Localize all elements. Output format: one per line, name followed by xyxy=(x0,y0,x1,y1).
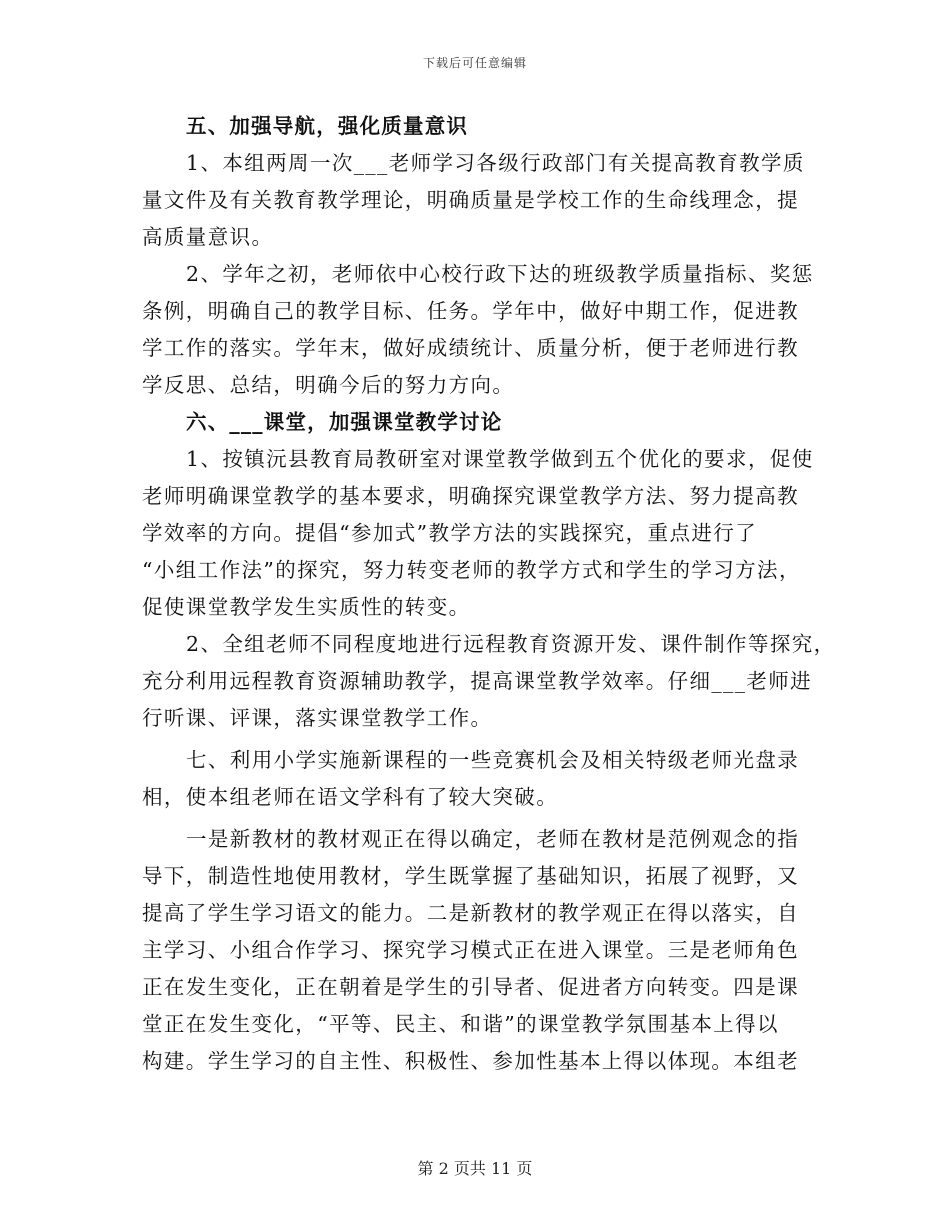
paragraph-line: 一是新教材的教材观正在得以确定，老师在教材是范例观念的指 xyxy=(186,827,800,851)
section-heading: 六、___课堂，加强课堂教学讨论 xyxy=(186,410,503,434)
paragraph-line: 促使课堂教学发生实质性的转变。 xyxy=(142,595,471,619)
section-heading: 五、加强导航，强化质量意识 xyxy=(186,114,469,138)
paragraph-line: 导下，制造性地使用教材，学生既掌握了基础知识，拓展了视野，又 xyxy=(142,864,799,888)
paragraph-line: 学工作的落实。学年末，做好成绩统计、质量分析，便于老师进行教 xyxy=(142,336,799,360)
paragraph-line: 堂正在发生变化，“平等、民主、和谐”的课堂教学氛围基本上得以 xyxy=(142,1012,779,1036)
paragraph-line: 老师明确课堂教学的基本要求，明确探究课堂教学方法、努力提高教 xyxy=(142,484,799,508)
document-body xyxy=(142,108,836,1080)
paragraph-line: 2、全组老师不同程度地进行远程教育资源开发、课件制作等探究， xyxy=(186,632,836,656)
paragraph-line: 提高了学生学习语文的能力。二是新教材的教学观正在得以落实，自 xyxy=(142,901,799,925)
paragraph-line: 行听课、评课，落实课堂教学工作。 xyxy=(142,706,493,730)
paragraph-line: 量文件及有关教育教学理论，明确质量是学校工作的生命线理念，提 xyxy=(142,188,799,212)
page-header: 下载后可任意编辑 xyxy=(422,56,527,70)
paragraph-line: 条例，明确自己的教学目标、任务。学年中，做好中期工作，促进教 xyxy=(142,299,799,323)
paragraph-line: 1、按镇沅县教育局教研室对课堂教学做到五个优化的要求，促使 xyxy=(186,447,814,471)
paragraph-line: 正在发生变化，正在朝着是学生的引导者、促进者方向转变。四是课 xyxy=(142,975,799,999)
page-footer: 第 2 页共 11 页 xyxy=(417,1159,533,1178)
paragraph-line: 相，使本组老师在语文学科有了较大突破。 xyxy=(142,785,559,809)
paragraph-line: 1、本组两周一次___老师学习各级行政部门有关提高教育教学质 xyxy=(186,151,805,175)
paragraph-line: 构建。学生学习的自主性、积极性、参加性基本上得以体现。本组老 xyxy=(142,1049,799,1073)
paragraph-line: 高质量意识。 xyxy=(142,225,274,249)
paragraph-line: “小组工作法”的探究，努力转变老师的教学方式和学生的学习方法， xyxy=(142,558,801,582)
paragraph-line: 学反思、总结，明确今后的努力方向。 xyxy=(142,373,515,397)
paragraph-line: 主学习、小组合作学习、探究学习模式正在进入课堂。三是老师角色 xyxy=(142,938,799,962)
paragraph-line: 七、利用小学实施新课程的一些竞赛机会及相关特级老师光盘录 xyxy=(186,748,800,772)
paragraph-line: 充分利用远程教育资源辅助教学，提高课堂教学效率。仔细___老师进 xyxy=(142,669,813,693)
paragraph-line: 2、学年之初，老师依中心校行政下达的班级教学质量指标、奖惩 xyxy=(186,262,814,286)
paragraph-line: 学效率的方向。提倡“参加式”教学方法的实践探究，重点进行了 xyxy=(142,521,758,545)
